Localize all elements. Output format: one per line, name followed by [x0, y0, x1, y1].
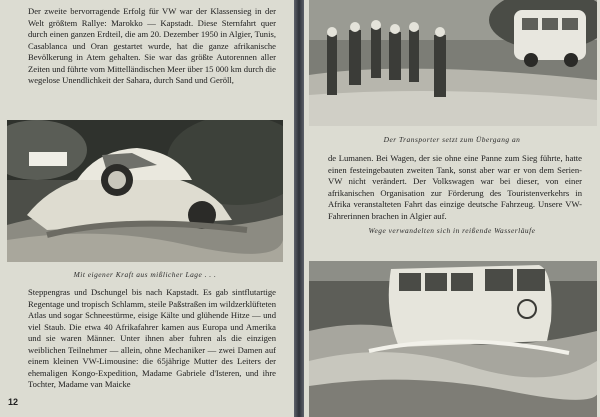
left-continued-paragraph: Steppengras und Dschungel bis nach Kapstadt. Es gab sintflutartige Regentage und tropisch Schlamm, steile Paßstraßen im wildzerklüfteten Atlas und sogar Schneestürme, eisige Kälte und glühende Hitze — und viel Staub. Die etwa 40 Afrikafahrer kamen aus Europa und Amerika und sie waren Männer. Unter ihnen aber fuhren als die einzigen weiblichen Teilnehmer — allein, ohne Mechaniker — zwei Damen auf einem kleinen VW-Limousine: die 65jährige Mutter des Leiters der ehemaligen Kongo-Expedition, Madame Gabriele d'Isteren, und ihre Tochter, Madame van Maicke [28, 287, 276, 389]
page-number: 12 [8, 397, 19, 407]
right-page [304, 0, 600, 417]
right-continued-paragraph: de Lumanen. Bei Wagen, der sie ohne eine Panne zum Sieg führte, hatte einen festeingebauten zweiten Tank, sonst aber war er von dem Serien-VW nicht verändert. Der Volkswagen war bei dieser, von einer afrikanischen Organisation zur Förderung des Touristenverkehrs in Afrika veranstalteten Fahrt das einzige deutsche Fahrzeug. Unsere VW-Fahrerinnen brachen in Algier auf. [328, 153, 582, 221]
water-section-caption: Wege verwandelten sich in reißende Wasserläufe [368, 226, 536, 235]
beetle-mud-photo [7, 120, 283, 262]
transporter-water-photo [309, 261, 597, 417]
transporter-crossing-photo [309, 0, 597, 126]
left-intro-paragraph: Der zweite bervorragende Erfolg für VW war der Klassensieg in der Welt größtem Rallye: Marokko — Kapstadt. Diese Sternfahrt quer durch einen ganzen Erdteil, die am 20. Dezember 1950 in Algier, Tunis, Casablanca und Oran gestartet wurde, hat die ganze afrikanische Bevölkerung in Atem gehalten. Sie war das größte Autorennen aller Zeiten und führte vom Mittelländischen Meer über 15 000 km durch die wegelose Unendlichkeit der Sahara, durch Sand und Geröll, [28, 6, 276, 85]
transporter-photo-caption: Der Transporter setzt zum Übergang an [383, 135, 521, 144]
beetle-photo-caption: Mit eigener Kraft aus mißlicher Lage . . . [73, 270, 217, 279]
book-gutter [294, 0, 304, 417]
left-page [0, 0, 294, 417]
